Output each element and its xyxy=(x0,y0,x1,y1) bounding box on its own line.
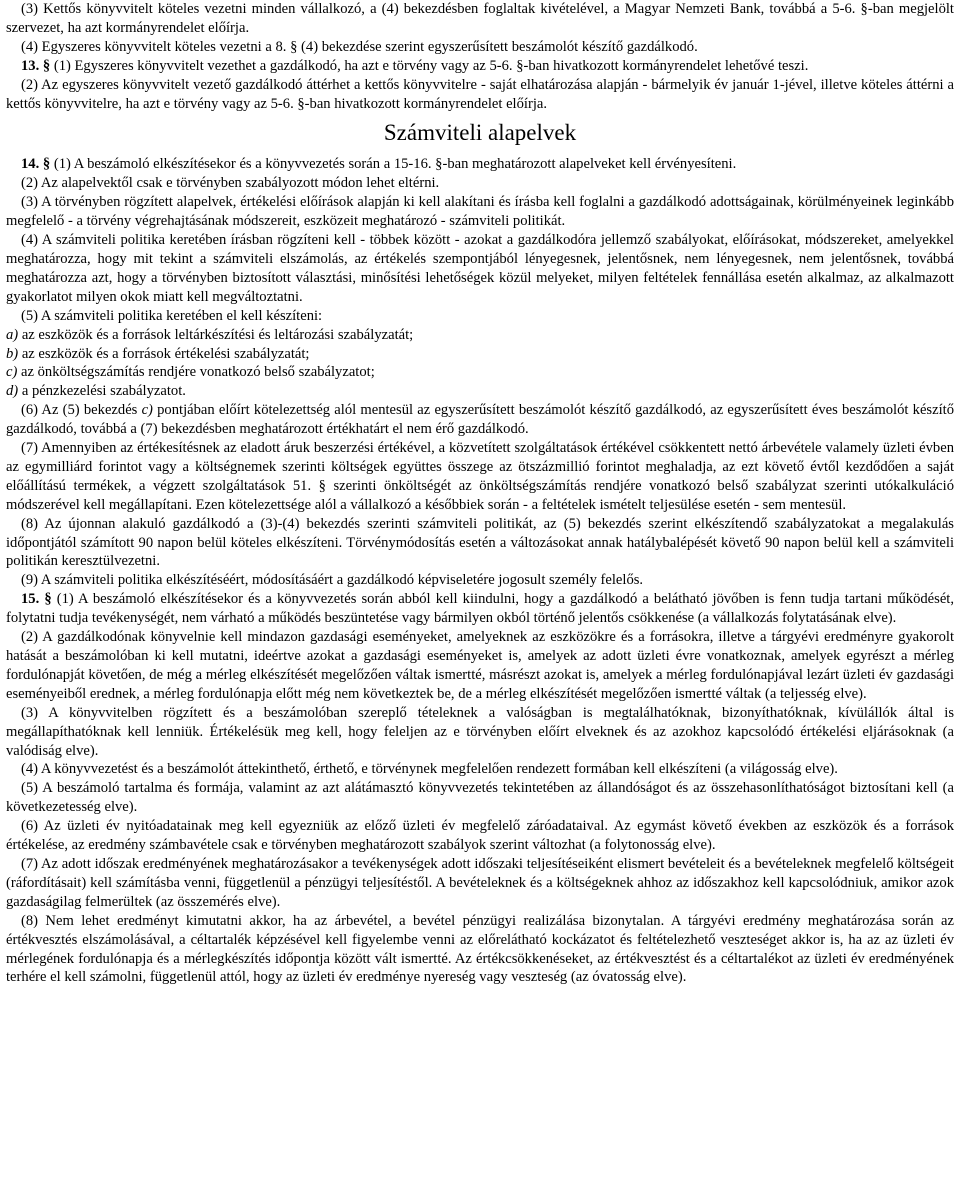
list-item-c xyxy=(6,363,954,382)
paragraph-14-6-start: (6) Az (5) bekezdés xyxy=(21,402,142,419)
paragraph-15-8: (8) Nem lehet eredményt kimutatni akkor, ha az árbevétel, a bevétel pénzügyi realizálása bizonytalan. A tárgyévi eredmény meghatározása során az értékvesztés elszámolásával, a céltartalék képzésével kell figyelembe venni az előrelátható kockázatot és feltételezhető veszteséget akkor is, ha az az üzleti év mérlegének fordulónapja és a mérlegkészítés időpontja között vált ismertté. Az értékcsökkenéseket, az értékvesztést és a céltartalékot az üzleti év eredményének terhére el kell számolni, függetlenül attól, hogy az üzleti év eredménye nyereség vagy veszteség (az óvatosság elve). xyxy=(6,912,954,986)
section-number-13: 13. § xyxy=(21,57,51,74)
paragraph-13-1-text: (1) Egyszeres könyvvitelt vezethet a gazdálkodó, ha azt e törvény vagy az 5-6. §-ban hivatkozott kormányrendelet lehetővé teszi. xyxy=(50,57,809,74)
section-number-15: 15. § xyxy=(21,591,52,608)
list-item-b-text: az eszközök és a források értékelési szabályzatát; xyxy=(18,345,310,362)
paragraph-15-5: (5) A beszámoló tartalma és formája, valamint az azt alátámasztó könyvvezetés tekintetében az állandóságot és az összehasonlíthatóságot biztosítani kell (a következetesség elve). xyxy=(6,780,954,816)
paragraph-14-6-end: pontjában előírt kötelezettség alól mentesül az egyszerűsített beszámolót készítő gazdálkodó, az egyszerűsített éves beszámolót készítő gazdálkodó, továbbá a (7) bekezdésben meghatározott értékhatárt el nem érő gazdálkodó. xyxy=(6,402,954,438)
list-item-c-text: az önköltségszámítás rendjére vonatkozó belső szabályzatot; xyxy=(17,364,375,381)
paragraph-14-6 xyxy=(6,401,954,439)
paragraph-15-1 xyxy=(6,590,954,628)
paragraph-12-4: (4) Egyszeres könyvvitelt köteles vezetni a 8. § (4) bekezdése szerint egyszerűsített beszámolót készítő gazdálkodó. xyxy=(21,38,698,55)
paragraph-15-7: (7) Az adott időszak eredményének meghatározásakor a tevékenységek adott időszaki teljesítéseiként elismert bevételeit és a bevételeknek megfelelő költségeit (ráfordításait) kell számításba venni, függetlenül a pénzügyi teljesítéstől. A bevételeknek és a költségeknek ahhoz az időszakhoz kell kapcsolódniuk, amikor azok gazdaságilag felmerültek (az összemérés elve). xyxy=(6,855,954,910)
list-item-a xyxy=(6,326,954,345)
list-item-a-text: az eszközök és a források leltárkészítési és leltározási szabályzatát; xyxy=(18,326,414,343)
paragraph-14-4: (4) A számviteli politika keretében írásban rögzíteni kell - többek között - azokat a gazdálkodóra jellemző szabályokat, előírásokat, módszereket, amelyekkel meghatározza, hogy mit tekint a számviteli elszámolás, az értékelés szempontjából lényegesnek, jelentősnek, nem lényegesnek, nem jelentősnek, továbbá meghatározza azt, hogy a törvényben biztosított választási, minősítési lehetőségek közül melyeket, milyen feltételek fennállása esetén alkalmaz, az alkalmazott gyakorlatot milyen okok miatt kell megváltoztatni. xyxy=(6,232,954,305)
paragraph-14-2: (2) Az alapelvektől csak e törvényben szabályozott módon lehet eltérni. xyxy=(21,175,440,192)
paragraph-13-1 xyxy=(6,57,954,76)
paragraph-13-2: (2) Az egyszeres könyvvitelt vezető gazdálkodó áttérhet a kettős könyvvitelre - saját elhatározása alapján - bármelyik év január 1-jével, illetve köteles áttérni a kettős könyvvitelre, ha azt e törvény vagy az 5-6. §-ban hivatkozott kormányrendelet előírja. xyxy=(6,76,954,112)
list-marker-c: c) xyxy=(6,364,18,381)
list-item-d-text: a pénzkezelési szabályzatot. xyxy=(18,383,186,400)
section-heading: Számviteli alapelvek xyxy=(383,120,577,146)
list-marker-a: a) xyxy=(6,326,19,343)
paragraph-14-1 xyxy=(6,155,954,174)
paragraph-15-6: (6) Az üzleti év nyitóadatainak meg kell egyezniük az előző üzleti év megfelelő záróadataival. Az egymást követő években az eszközök és a források értékelése, az eredmény számbavétele csak e törvényben meghatározott szabályok szerint változhat (a folytonosság elve). xyxy=(6,818,954,854)
paragraph-14-7: (7) Amennyiben az értékesítésnek az eladott áruk beszerzési értékével, a közvetített szolgáltatások értékével csökkentett nettó árbevétele valamely üzleti évben az egymilliárd forintot vagy a költségnemek szerinti költségek együttes összege az ötszázmillió forintot meghaladja, az ezt követő évtől kezdődően a saját előállítású termékek, a végzett szolgáltatások 51. § szerinti önköltségét az önköltségszámítás rendjére vonatkozó belső szabályzat szerinti utókalkuláció módszerével kell megállapítani. Ezen kötelezettsége alól a vállalkozó a későbbiek során - a feltételek ismételt teljesülése esetén - sem mentesül. xyxy=(6,440,954,513)
paragraph-12-3: (3) Kettős könyvvitelt köteles vezetni minden vállalkozó, a (4) bekezdésben foglaltak kivételével, a Magyar Nemzeti Bank, továbbá a 5-6. §-ban megjelölt szervezet, ha azt kormányrendelet előírja. xyxy=(6,1,954,36)
paragraph-14-8: (8) Az újonnan alakuló gazdálkodó a (3)-(4) bekezdés szerinti számviteli politikát, az (5) bekezdés szerint elkészítendő szabályzatokat a megalakulás időpontjától számított 90 napon belül köteles elkészíteni. Törvénymódosítás esetén a változásokat annak hatálybalépését követő 90 napon belül kell a számviteli politikán keresztülvezetni. xyxy=(6,515,954,570)
paragraph-14-1-text: (1) A beszámoló elkészítésekor és a könyvvezetés során a 15-16. §-ban meghatározott alapelveket kell érvényesíteni. xyxy=(50,156,737,173)
paragraph-15-4: (4) A könyvvezetést és a beszámolót áttekinthető, érthető, e törvénynek megfelelően rendezett formában kell elkészíteni (a világosság elve). xyxy=(21,761,838,778)
paragraph-14-6-ref: c) xyxy=(141,402,153,419)
paragraph-15-1-text: (1) A beszámoló elkészítésekor és a könyvvezetés során abból kell kiindulni, hogy a gazdálkodó a belátható jövőben is fenn tudja tartani működését, folytatni tudja tevékenységét, nem várható a működés beszüntetése vagy bármilyen okból történő jelentős csökkenése (a vállalkozás folytatásának elve). xyxy=(6,591,955,627)
list-item-d xyxy=(6,382,954,401)
paragraph-15-2: (2) A gazdálkodónak könyvelnie kell mindazon gazdasági eseményeket, amelyeknek az eszközökre és a forrásokra, illetve a tárgyévi eredményre gyakorolt hatását a beszámolóban ki kell mutatni, ideértve azokat a gazdasági eseményeket is, amelyek az adott üzleti évre vonatkoznak, amelyek egyrészt a mérleg fordulónapját követően, de még a mérleg elkészítését megelőzően váltak ismertté, másrészt azokat is, amelyek a mérleg fordulónapjával lezárt üzleti év gazdasági eseményeiből erednek, a mérleg fordulónapja előtt még nem következtek be, de a mérleg elkészítését megelőzően ismertté váltak (a teljesség elve). xyxy=(6,629,954,702)
paragraph-15-3: (3) A könyvvitelben rögzített és a beszámolóban szereplő tételeknek a valóságban is megtalálhatóknak, bizonyíthatóknak, kívülállók által is megállapíthatóknak kell lenniük. Értékelésük meg kell, hogy feleljen az e törvényben előírt elveknek és az azokhoz kapcsolódó értékelési eljárásoknak (a valódiság elve). xyxy=(6,704,954,759)
list-marker-d: d) xyxy=(6,383,19,400)
list-marker-b: b) xyxy=(6,345,19,362)
paragraph-14-9: (9) A számviteli politika elkészítéséért, módosításáért a gazdálkodó képviseletére jogosult személy felelős. xyxy=(21,572,644,589)
paragraph-14-5: (5) A számviteli politika keretében el kell készíteni: xyxy=(21,307,323,324)
paragraph-14-3: (3) A törvényben rögzített alapelvek, értékelési előírások alapján ki kell alakítani és írásba kell foglalni a gazdálkodó adottságainak, körülményeinek leginkább megfelelő - a törvény végrehajtásának módszereit, eszközeit meghatározó - számviteli politikát. xyxy=(6,194,954,230)
section-number-14: 14. § xyxy=(21,156,51,173)
list-item-b xyxy=(6,345,954,364)
